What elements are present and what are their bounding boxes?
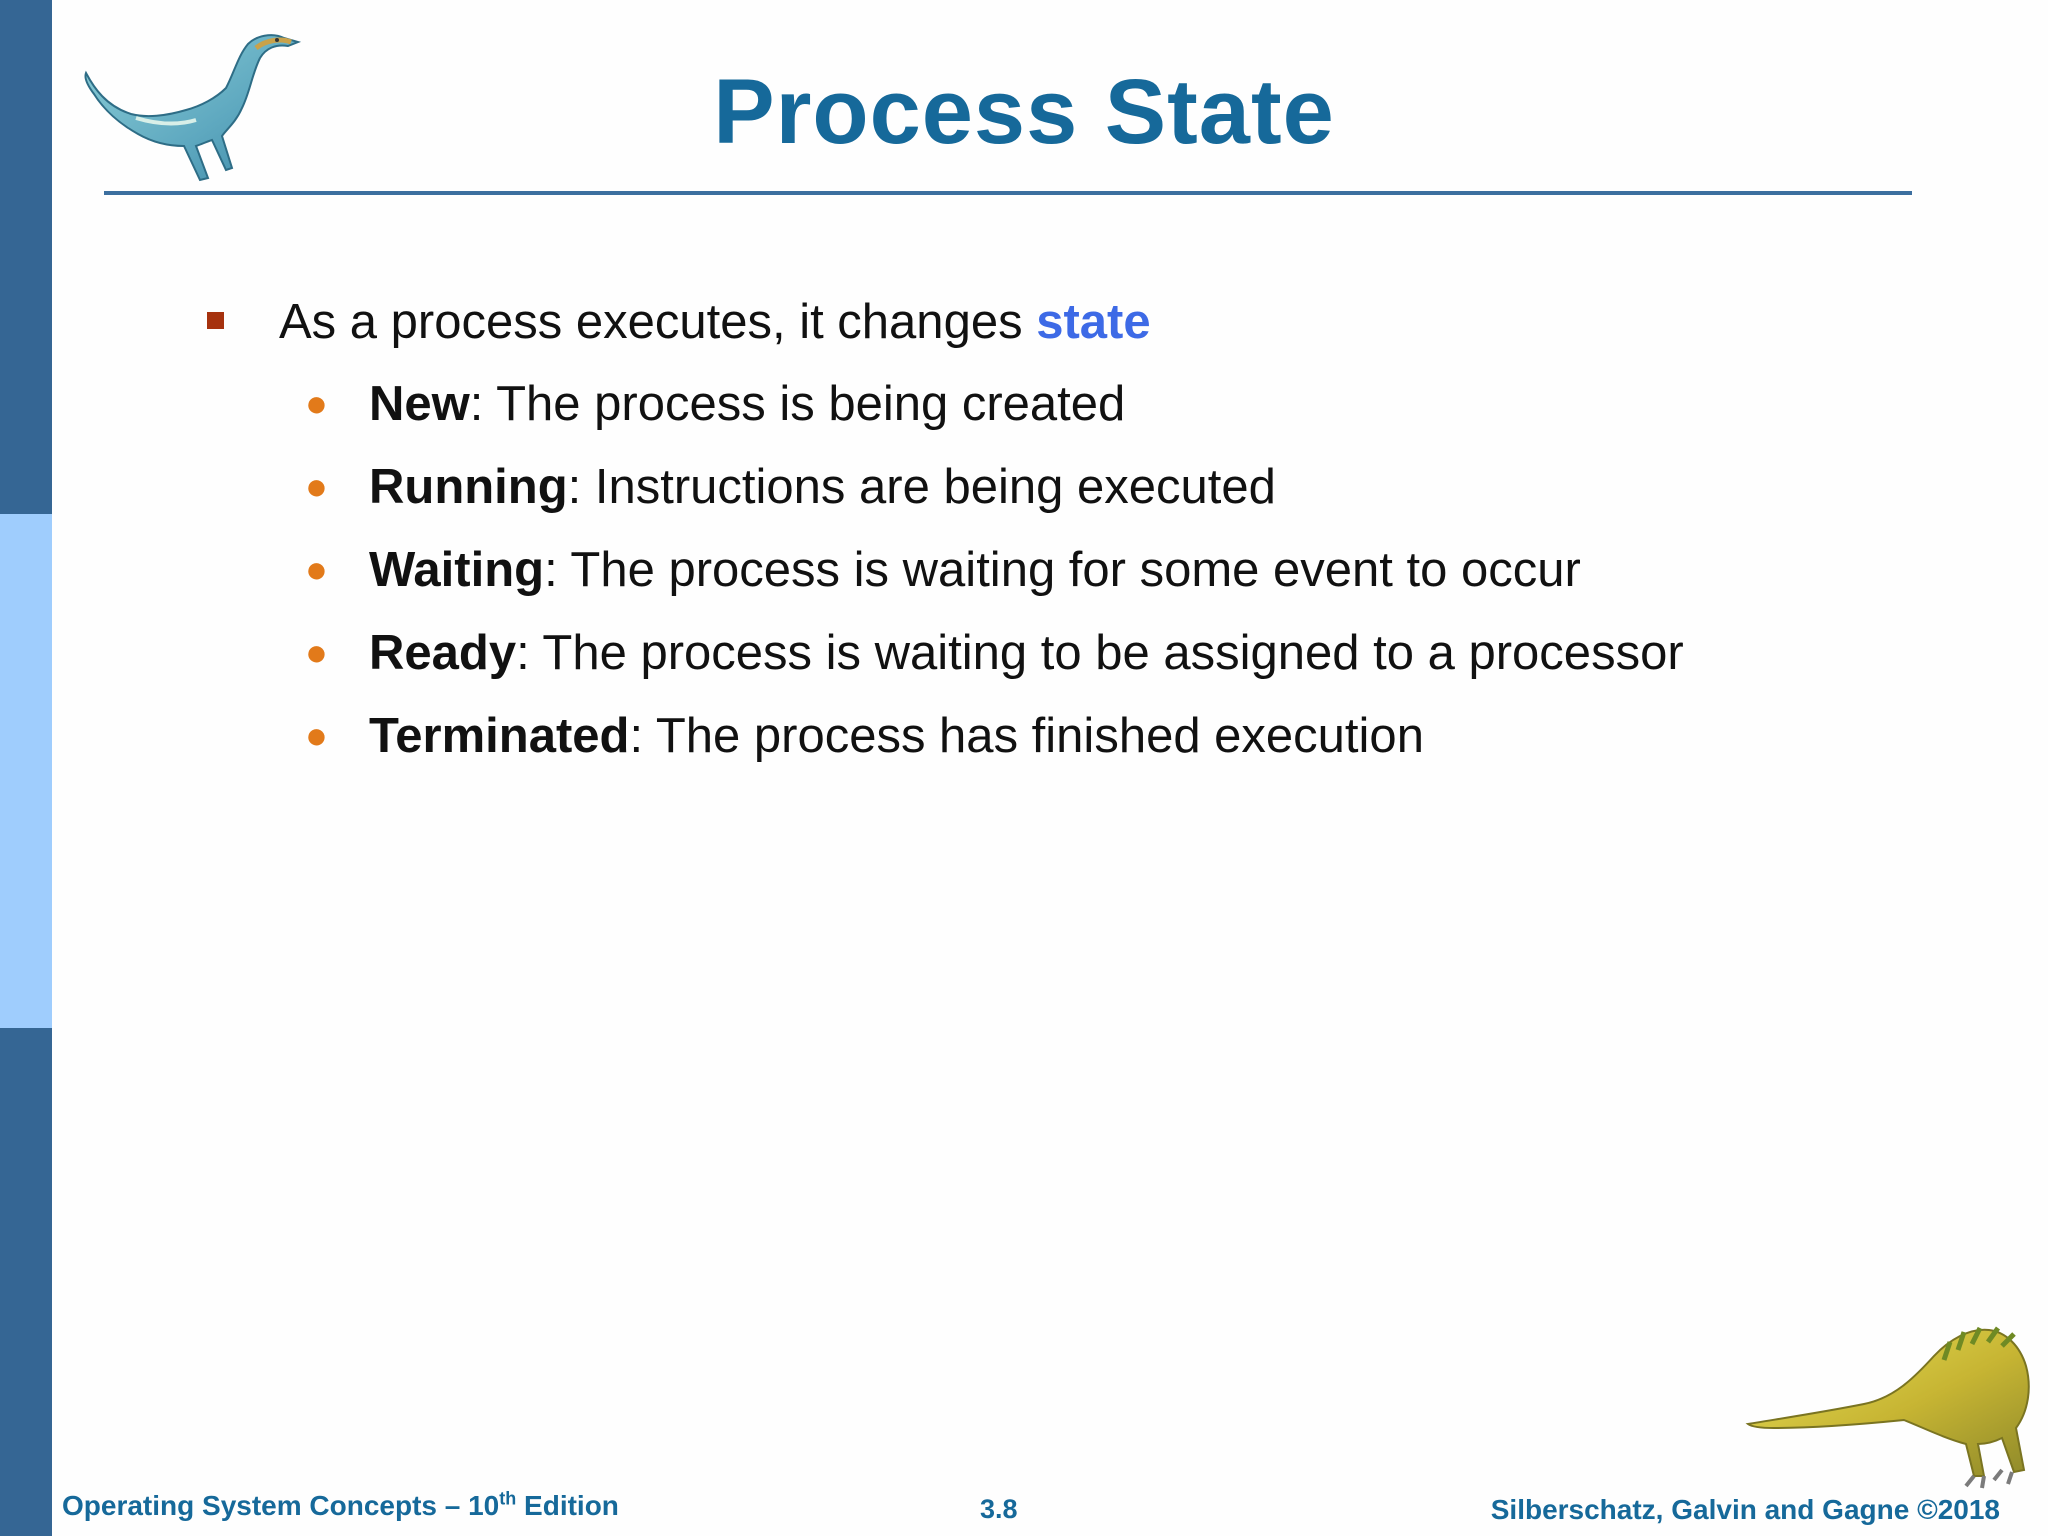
state-description: : The process has finished execution [629,709,1424,763]
state-term: Ready [369,626,517,680]
footer-slide-number: 3.8 [980,1494,1018,1524]
state-term: Running [369,460,568,514]
footer-book-title: Operating System Concepts – 10th Edition [62,1488,619,1521]
state-item-ready [200,617,1980,700]
slide-content [200,286,1980,783]
title-divider [104,191,1912,195]
state-term: Terminated [369,709,630,763]
state-description: : The process is being created [469,377,1126,431]
left-side-bar [0,0,52,1536]
state-item-new [200,368,1980,451]
state-term: New [369,377,470,431]
state-list [200,368,1980,783]
state-description: : The process is waiting for some event to occur [544,543,1581,597]
footer-copyright: Silberschatz, Galvin and Gagne ©2018 [1490,1494,2000,1525]
round-bullet-icon: ● [305,466,328,508]
round-bullet-icon: ● [305,383,328,425]
state-item-running [200,451,1980,534]
state-description: : The process is waiting to be assigned to a processor [516,626,1684,680]
round-bullet-icon: ● [305,549,328,591]
edition-superscript: th [499,1488,517,1509]
round-bullet-icon: ● [305,632,328,674]
main-bullet [200,286,1980,358]
round-bullet-icon: ● [305,715,328,757]
square-bullet-icon [207,312,224,329]
main-bullet-text [279,286,1151,358]
dinosaur-logo-bottom-icon [1744,1320,2034,1490]
main-bullet-lead: As a process executes, it changes [279,295,1037,349]
state-description: : Instructions are being executed [567,460,1276,514]
state-keyword: state [1036,295,1151,349]
slide-title: Process State [713,61,1335,163]
state-item-waiting [200,534,1980,617]
side-bar-highlight [0,514,52,1028]
state-term: Waiting [369,543,545,597]
state-item-terminated [200,700,1980,783]
